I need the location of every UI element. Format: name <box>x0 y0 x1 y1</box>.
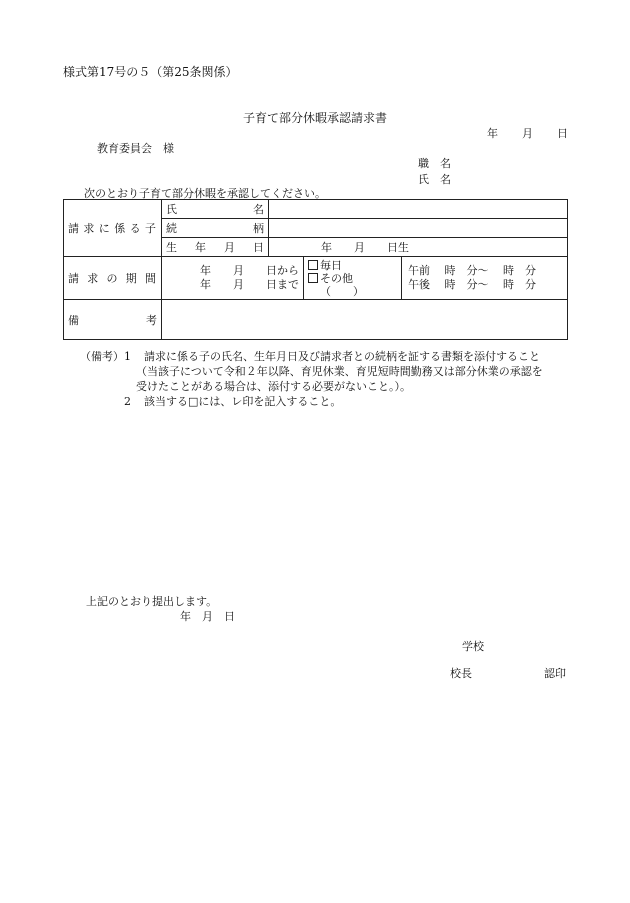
period-header <box>64 257 162 300</box>
am-time: 午前 時 分～ 時 分 <box>408 264 536 277</box>
form-number: 様式第17号の５（第25条関係） <box>63 65 238 79</box>
relation-label-text: 続 柄 <box>166 222 264 235</box>
child-header <box>64 200 162 257</box>
relation-label <box>162 219 269 238</box>
child-name-field[interactable] <box>269 200 568 219</box>
note-2-text: 該当する□には、レ印を記入すること。 <box>144 395 342 408</box>
intro-text: 次のとおり子育て部分休暇を承認してください。 <box>84 187 326 200</box>
option-daily[interactable] <box>308 259 397 272</box>
relation-field[interactable] <box>269 219 568 238</box>
note-1-line3: 受けたことがある場合は、添付する必要がないこと。）。 <box>136 380 411 393</box>
birth-label <box>162 238 269 257</box>
name-label: 氏 名 <box>418 173 451 186</box>
notes-label: （備考） <box>80 350 124 363</box>
child-name-label-text: 氏 名 <box>166 203 264 216</box>
submit-date: 年 月 日 <box>180 610 235 623</box>
school-label: 学校 <box>462 640 484 653</box>
time-fields[interactable] <box>402 257 568 300</box>
other-checkbox[interactable] <box>308 273 318 283</box>
child-name-label <box>162 200 269 219</box>
option-other-label: その他 <box>320 271 353 285</box>
remarks-header-text: 備 考 <box>68 313 157 327</box>
daily-checkbox[interactable] <box>308 260 318 270</box>
birth-value: 年 月 日生 <box>321 241 409 254</box>
frequency-options <box>304 257 402 300</box>
pm-time: 午後 時 分～ 時 分 <box>408 278 536 291</box>
child-header-text: 請求に係る子 <box>68 222 157 235</box>
remarks-field[interactable] <box>162 300 568 340</box>
option-other-paren: （ ） <box>320 284 364 298</box>
note-1-number: 1 <box>124 350 131 363</box>
birth-field[interactable] <box>269 238 568 257</box>
seal-label: 認印 <box>544 667 566 680</box>
period-from: 年 月 日から <box>200 264 299 277</box>
request-table <box>63 199 568 340</box>
addressee: 教育委員会 様 <box>97 142 174 155</box>
birth-label-text: 生 年 月 日 <box>166 241 264 254</box>
period-to: 年 月 日まで <box>200 278 299 291</box>
date-month: 月 <box>522 127 533 140</box>
principal-label: 校長 <box>450 667 472 680</box>
date-day: 日 <box>557 127 568 140</box>
submit-statement: 上記のとおり提出します。 <box>86 595 218 608</box>
option-other[interactable] <box>308 272 397 285</box>
page-title: 子育て部分休暇承認請求書 <box>242 111 387 125</box>
option-daily-label: 毎日 <box>320 258 342 272</box>
note-1-line1: 請求に係る子の氏名、生年月日及び請求者との続柄を証する書類を添付すること <box>144 350 540 363</box>
date-year: 年 <box>487 127 498 140</box>
remarks-header <box>64 300 162 340</box>
request-date <box>487 125 568 141</box>
period-header-text: 請 求 の 期 間 <box>68 272 157 285</box>
note-1-line2: （当該子について令和２年以降、育児休業、育児短時間勤務又は部分休業の承認を <box>136 365 543 378</box>
position-label: 職 名 <box>418 157 451 170</box>
period-dates[interactable] <box>162 257 304 300</box>
note-2-number: 2 <box>124 395 131 408</box>
